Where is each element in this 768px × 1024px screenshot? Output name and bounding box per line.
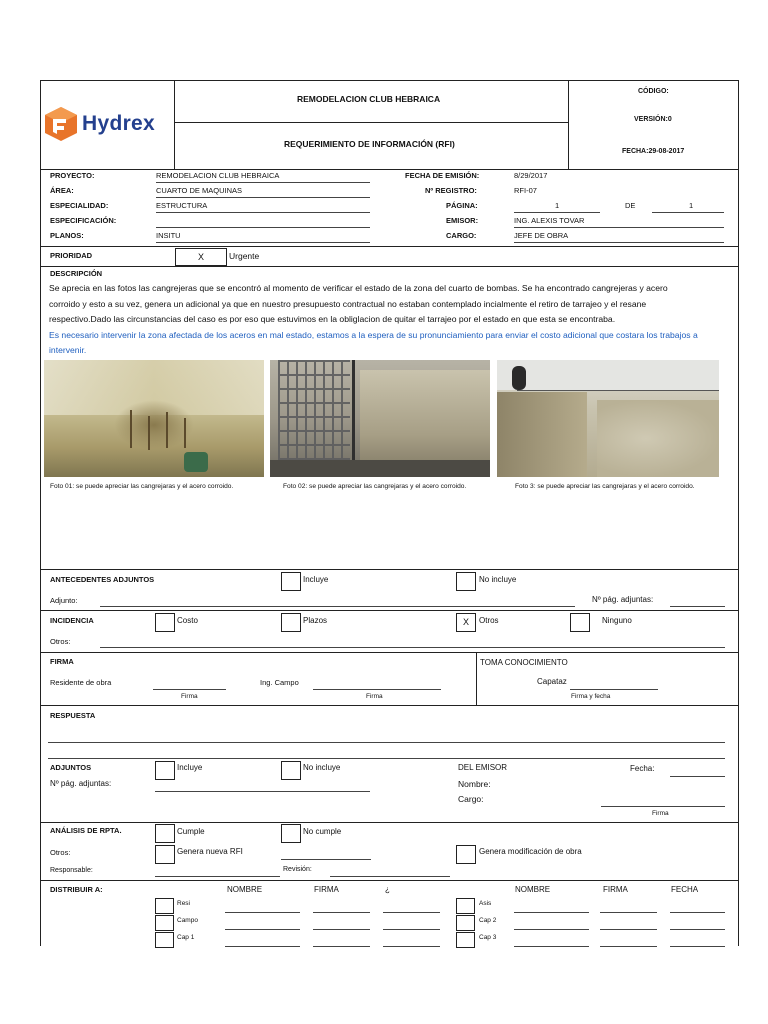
- frame-left: [40, 80, 41, 946]
- nombre-label: Nombre:: [458, 779, 491, 789]
- col-nombre-2: NOMBRE: [515, 885, 551, 894]
- genera-rfi-label: Genera nueva RFI: [177, 847, 243, 856]
- photo-1: [44, 360, 264, 477]
- planos-value: INSITU: [156, 231, 181, 240]
- respuesta-label: RESPUESTA: [50, 711, 96, 720]
- dist-cap2-label: Cap 2: [479, 917, 497, 924]
- genera-rfi-checkbox[interactable]: [155, 845, 175, 864]
- adjuntos-pag-label: Nº pág. adjuntas:: [50, 779, 112, 788]
- dist-resi-label: Resi: [177, 900, 191, 907]
- dist-resi-firma[interactable]: [313, 912, 370, 913]
- dist-cap3-label: Cap 3: [479, 934, 497, 941]
- registro-value: RFI-07: [514, 186, 537, 195]
- pagina-label: PÁGINA:: [446, 201, 478, 210]
- dist-campo-fecha[interactable]: [383, 929, 440, 930]
- cargo-value: JEFE DE OBRA: [514, 231, 569, 240]
- incidencia-otros-field[interactable]: [100, 647, 725, 648]
- version-label: VERSIÓN:0: [634, 116, 672, 123]
- especialidad-value: ESTRUCTURA: [156, 201, 208, 210]
- dist-cap1-firma[interactable]: [313, 946, 370, 947]
- col-firma-1: FIRMA: [314, 885, 339, 894]
- incidencia-otros-mark: X: [462, 617, 469, 627]
- revision-label: Revisión:: [283, 866, 312, 873]
- doc-title: REQUERIMIENTO DE INFORMACIÓN (RFI): [284, 139, 455, 149]
- dist-asis-fecha[interactable]: [670, 912, 725, 913]
- dist-cap1-nombre[interactable]: [225, 946, 300, 947]
- area-label: ÁREA:: [50, 186, 74, 195]
- pagina-value: 1: [555, 201, 560, 210]
- dist-cap3-firma[interactable]: [600, 946, 657, 947]
- photo-2: [270, 360, 490, 477]
- registro-label: Nº REGISTRO:: [425, 186, 477, 195]
- adjunto-field[interactable]: [100, 606, 575, 607]
- col-q: ¿: [385, 885, 390, 894]
- antecedentes-no-incluye-label: No incluye: [479, 575, 517, 584]
- pag-adjuntas-field[interactable]: [670, 606, 725, 607]
- genera-mod-label: Genera modificación de obra: [479, 847, 582, 856]
- respuesta-line-1[interactable]: [48, 742, 725, 743]
- cumple-label: Cumple: [177, 827, 205, 836]
- incidencia-ninguno-checkbox[interactable]: [570, 613, 590, 632]
- emisor-firma-caption: Firma: [652, 810, 669, 817]
- antecedentes-incluye-checkbox[interactable]: [281, 572, 301, 591]
- dist-campo-nombre[interactable]: [225, 929, 300, 930]
- adjuntos-incluye-label: Incluye: [177, 763, 203, 772]
- firma-label: FIRMA: [50, 657, 74, 666]
- dist-cap2-fecha[interactable]: [670, 929, 725, 930]
- dist-cap3-fecha[interactable]: [670, 946, 725, 947]
- respuesta-line-2[interactable]: [48, 758, 725, 759]
- incidencia-costo-checkbox[interactable]: [155, 613, 175, 632]
- analisis-otros-label: Otros:: [50, 848, 71, 857]
- incidencia-plazos-checkbox[interactable]: [281, 613, 301, 632]
- codigo-label: CÓDIGO:: [638, 88, 669, 95]
- incidencia-otros-label: Otros: [479, 616, 499, 625]
- planos-label: PLANOS:: [50, 231, 84, 240]
- distribuir-label: DISTRIBUIR A:: [50, 885, 103, 894]
- dist-resi-nombre[interactable]: [225, 912, 300, 913]
- frame-right: [738, 80, 739, 946]
- fecha-resp-field[interactable]: [670, 776, 725, 777]
- dist-cap2-firma[interactable]: [600, 929, 657, 930]
- fecha-emision-label: FECHA DE EMISIÓN:: [405, 171, 480, 180]
- dist-resi-fecha[interactable]: [383, 912, 440, 913]
- adjunto-label: Adjunto:: [50, 596, 78, 605]
- descripcion-line: Se aprecia en las fotos las cangrejeras que se encontró al momento de verificar el estado de la zona del cuarto de bombas. Se ha encontrado cangrejeras y acero: [49, 283, 668, 293]
- no-cumple-label: No cumple: [303, 827, 342, 836]
- cargo-label: CARGO:: [446, 231, 477, 240]
- descripcion-line: respectivo.Dado las circunstancias del caso es por eso que estuvimos en la obliglacion de quitar el tarrajeo por el estado en que esta se encontraba.: [49, 314, 616, 325]
- incidencia-otros2-label: Otros:: [50, 637, 71, 646]
- dist-cap1-label: Cap 1: [177, 934, 195, 941]
- especificacion-label: ESPECIFICACIÓN:: [50, 216, 117, 225]
- genera-mod-checkbox[interactable]: [456, 845, 476, 864]
- adjuntos-no-incluye-label: No incluye: [303, 763, 341, 772]
- no-cumple-checkbox[interactable]: [281, 824, 301, 843]
- antecedentes-incluye-label: Incluye: [303, 575, 329, 584]
- responsable-field[interactable]: [155, 876, 280, 877]
- responsable-label: Responsable:: [50, 867, 93, 874]
- emisor-value: ING. ALEXIS TOVAR: [514, 216, 585, 225]
- logo: [44, 104, 174, 144]
- fecha-resp-label: Fecha:: [630, 764, 655, 773]
- del-emisor-label: DEL EMISOR: [458, 763, 508, 772]
- residente-firma-field[interactable]: [153, 689, 226, 690]
- firma-caption-1: Firma: [181, 693, 198, 700]
- prioridad-label: PRIORIDAD: [50, 251, 93, 260]
- capataz-label: Capataz: [537, 677, 567, 686]
- revision-field[interactable]: [330, 876, 450, 877]
- residente-label: Residente de obra: [50, 678, 112, 687]
- dist-cap3-checkbox[interactable]: [456, 932, 475, 948]
- col-firma-2: FIRMA: [603, 885, 628, 894]
- hydrex-logo-icon: [44, 106, 78, 142]
- genera-rfi-field[interactable]: [281, 859, 371, 860]
- ing-campo-firma-field[interactable]: [313, 689, 441, 690]
- incidencia-costo-label: Costo: [177, 616, 198, 625]
- cargo-resp-label: Cargo:: [458, 794, 484, 804]
- emisor-label: EMISOR:: [446, 216, 479, 225]
- photo-caption-1: Foto 01: se puede apreciar las cangrejaras y el acero corroido.: [50, 483, 234, 490]
- photo-caption-3: Foto 3: se puede apreciar las cangrejaras y el acero corroido.: [515, 483, 695, 490]
- dist-cap1-fecha[interactable]: [383, 946, 440, 947]
- especialidad-label: ESPECIALIDAD:: [50, 201, 109, 210]
- proyecto-label: PROYECTO:: [50, 171, 95, 180]
- descripcion-blue-line: intervenir.: [49, 345, 87, 356]
- dist-asis-firma[interactable]: [600, 912, 657, 913]
- descripcion-label: DESCRIPCIÓN: [50, 269, 103, 278]
- dist-cap2-checkbox[interactable]: [456, 915, 475, 931]
- brand-name: Hydrex: [82, 112, 156, 135]
- descripcion-line: corroido y esto a su vez, genera un adicional ya que en nuestro presupuesto contractual no estaban contemplado incialmente el retiro de tarrajeo y el resane: [49, 298, 647, 309]
- adjuntos-incluye-checkbox[interactable]: [155, 761, 175, 780]
- firma-caption-2: Firma: [366, 693, 383, 700]
- capataz-firma-field[interactable]: [570, 689, 658, 690]
- analisis-label: ANÁLISIS DE RPTA.: [50, 826, 122, 835]
- adjuntos-label: ADJUNTOS: [50, 763, 92, 772]
- prioridad-checkbox[interactable]: [175, 248, 227, 266]
- descripcion-blue-line: Es necesario intervenir la zona afectada de los aceros en mal estado, estamos a la espera de su pronunciamiento para enviar el costo adicional que costara los trabajos a: [49, 329, 698, 340]
- descripcion-text: [49, 281, 698, 359]
- incidencia-otros-checkbox[interactable]: [456, 613, 476, 632]
- fecha-label: FECHA:29-08-2017: [622, 148, 685, 155]
- dist-campo-firma[interactable]: [313, 929, 370, 930]
- area-value: CUARTO DE MAQUINAS: [156, 186, 242, 195]
- dist-asis-checkbox[interactable]: [456, 898, 475, 914]
- dist-campo-label: Campo: [177, 917, 198, 924]
- dist-cap2-nombre[interactable]: [514, 929, 589, 930]
- cumple-checkbox[interactable]: [155, 824, 175, 843]
- project-title: REMODELACION CLUB HEBRAICA: [297, 94, 441, 104]
- firma-fecha-caption: Firma y fecha: [571, 693, 611, 700]
- dist-resi-checkbox[interactable]: [155, 898, 174, 914]
- incidencia-ninguno-label: Ninguno: [602, 616, 632, 625]
- photo-3: [497, 360, 719, 477]
- de-label: DE: [625, 201, 636, 210]
- de-value: 1: [689, 201, 694, 210]
- pag-adjuntas-label: Nº pág. adjuntas:: [592, 595, 654, 604]
- adjuntos-pag-field[interactable]: [155, 791, 370, 792]
- antecedentes-no-incluye-checkbox[interactable]: [456, 572, 476, 591]
- antecedentes-label: ANTECEDENTES ADJUNTOS: [50, 575, 155, 584]
- dist-cap3-nombre[interactable]: [514, 946, 589, 947]
- col-fecha-2: FECHA: [671, 885, 699, 894]
- adjuntos-no-incluye-checkbox[interactable]: [281, 761, 301, 780]
- photo-caption-2: Foto 02: se puede apreciar las cangrejaras y el acero corroido.: [283, 483, 467, 490]
- proyecto-value: REMODELACION CLUB HEBRAICA: [156, 171, 280, 180]
- dist-campo-checkbox[interactable]: [155, 915, 174, 931]
- emisor-firma-field[interactable]: [601, 806, 725, 807]
- dist-cap1-checkbox[interactable]: [155, 932, 174, 948]
- fecha-emision-value: 8/29/2017: [514, 171, 548, 180]
- prioridad-value: Urgente: [229, 251, 260, 261]
- dist-asis-label: Asis: [479, 900, 492, 907]
- incidencia-label: INCIDENCIA: [50, 616, 94, 625]
- dist-asis-nombre[interactable]: [514, 912, 589, 913]
- ing-campo-label: Ing. Campo: [260, 678, 299, 687]
- prioridad-mark: X: [197, 252, 204, 262]
- incidencia-plazos-label: Plazos: [303, 616, 328, 625]
- frame-top: [40, 80, 738, 81]
- toma-conocimiento-label: TOMA CONOCIMIENTO: [480, 658, 568, 667]
- col-nombre-1: NOMBRE: [227, 885, 263, 894]
